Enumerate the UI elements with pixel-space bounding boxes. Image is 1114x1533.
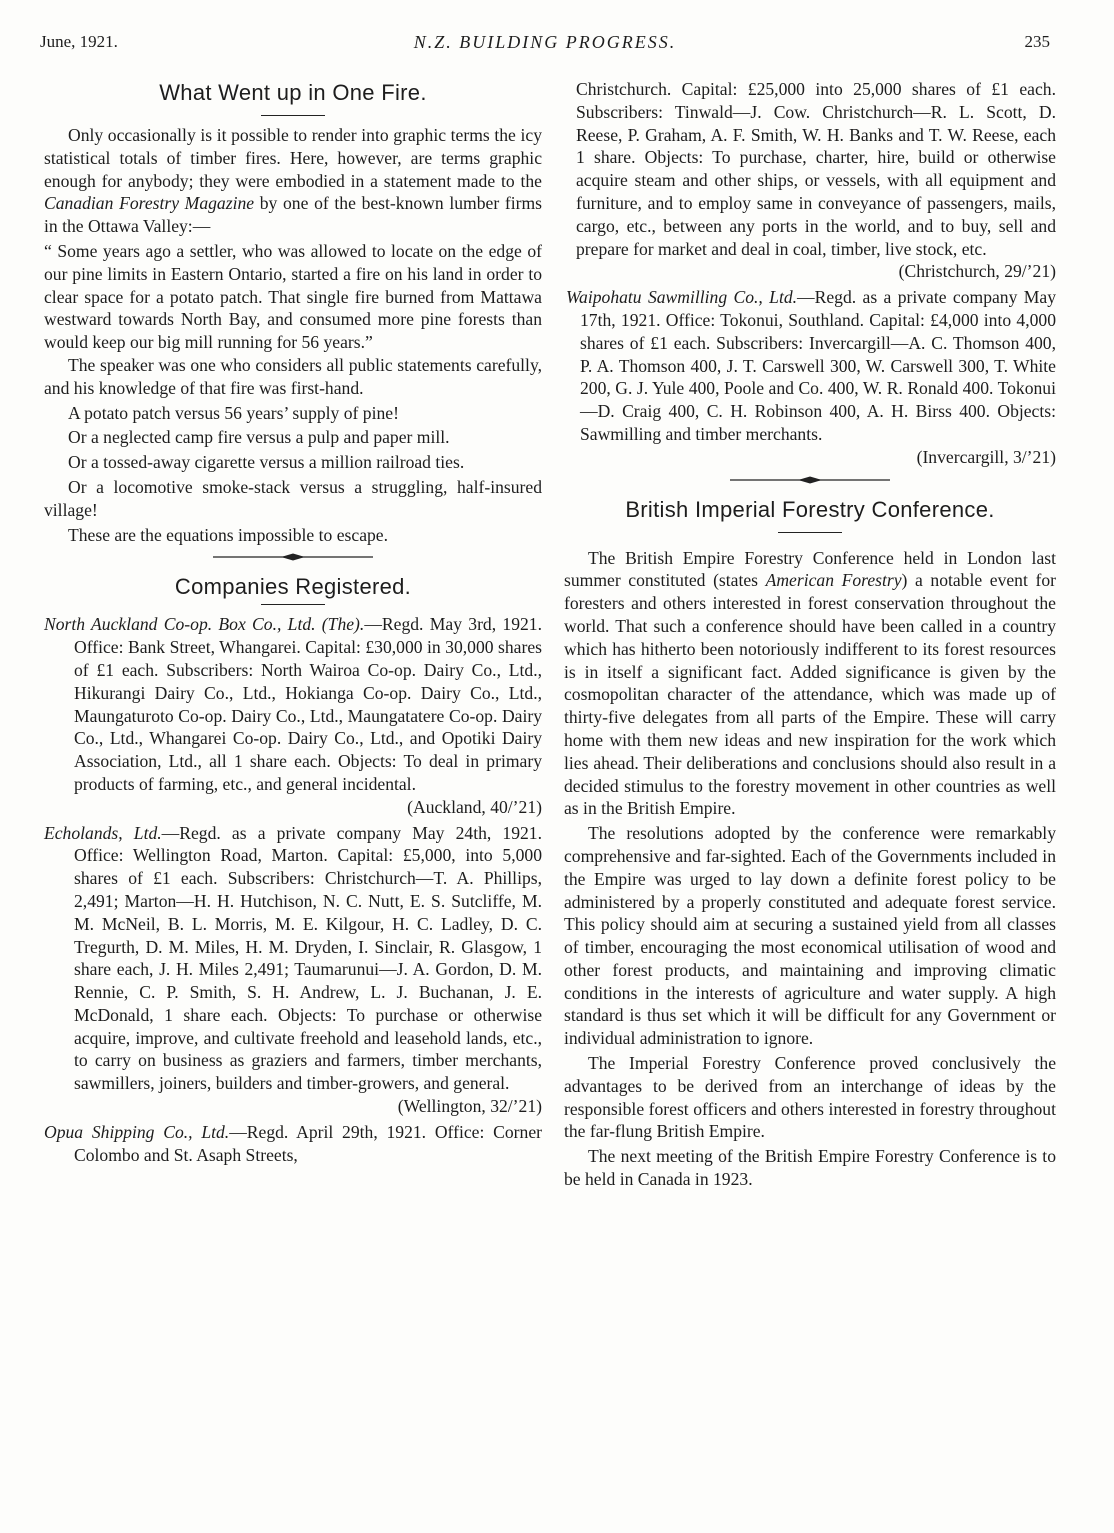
title-rule xyxy=(261,115,325,116)
title-rule xyxy=(778,532,842,533)
equation-line: Or a neglected camp fire versus a pulp and paper mill. xyxy=(68,427,450,448)
title-rule xyxy=(261,604,325,605)
fire-intro: Only occasionally is it possible to render into graphic terms the icy statistical totals of timber fires. Here, however, are terms graphic enough for anybody; they were embodied in a statement made to the Canadian Forestry Magazine by one of the best-known lumber firms in the Ottawa Valley:— xyxy=(44,125,542,237)
section-divider-ornament xyxy=(730,475,890,485)
equation-line: Or a locomotive smoke-stack versus a struggling, half-insured village! xyxy=(44,476,542,520)
fire-quote: “ Some years ago a settler, who was allowed to locate on the edge of our pine limits in Eastern Ontario, started a fire on his land in order to clear space for a potato patch. That single fire burned from Mattawa westward towards North Bay, and consumed more pine forests than would keep our big mill running for 56 years.” xyxy=(44,240,542,353)
left-column xyxy=(44,78,542,1169)
fire-speaker: The speaker was one who considers all public statements carefully, and his knowledge of that fire was first-hand. xyxy=(44,354,542,398)
registration-ref: (Auckland, 40/’21) xyxy=(407,796,542,817)
company-name: Waipohatu Sawmilling Co., Ltd. xyxy=(566,287,798,308)
companies-title: Companies Registered. xyxy=(174,574,412,600)
registration-ref: (Invercargill, 3/’21) xyxy=(916,446,1056,467)
magazine-name: Canadian Forestry Magazine xyxy=(44,193,255,214)
conference-paragraph: The resolutions adopted by the conference were remarkably comprehensive and far-sighted. Each of the Governments included in the Empire was urged to lay down a definite forest policy to be administered by a properly constituted and adequate forest service. This policy should aim at securing a sustained yield from all classes of timber, encouraging the most economical utilisation of wood and other forest products, and maintaining and improving climatic conditions in the interests of agriculture and water supply. A high standard is thus set which it will be difficult for any Government or individual administration to ignore. xyxy=(564,823,1056,1049)
right-column xyxy=(564,78,1056,1193)
company-entry-continued: Christchurch. Capital: £25,000 into 25,000 shares of £1 each. Subscribers: Tinwald—J. Cow. Christchurch—R. L. Scott, D. Reese, P. Graham, A. F. Smith, W. H. Banks and T. W. Reese, each 1 share. Objects: To purchase, charter, hire, build or otherwise acquire steam and other ships, or vessels, with all equipment and furniture, and to employ same in conveyance of passengers, mails, cargo, etc., between any ports in the world, and to buy, sell and prepare for market and deal in coal, timber, live stock, etc. (Christchurch, 29/’21) xyxy=(576,79,1056,282)
company-entry: Echolands, Ltd.—Regd. as a private company May 24th, 1921. Office: Wellington Road, Marton. Capital: £5,000, into 5,000 shares of £1 each. Subscribers: Christchurch—T. A. Phillips, 2,491; Marton—H. H. Hutchison, N. C. Nutt, E. S. Sutcliffe, M. M. McNeil, B. L. Morris, M. E. Kilgour, H. C. Ladley, D. C. Tregurth, D. M. Miles, H. M. Dryden, I. Sinclair, R. Glasgow, 1 share each, J. H. Miles 2,491; Taumarunui—J. A. Gordon, D. M. Rennie, C. P. Smith, S. H. Andrew, L. J. Buchanan, J. E. McDonald, 1 share each. Objects: To purchase or otherwise acquire, improve, and cultivate freehold and leasehold lands, etc., to carry on business as graziers and farmers, timber merchants, sawmillers, joiners, builders and timber-growers, and general. (Wellington, 32/’21) xyxy=(44,822,542,1117)
issue-date: June, 1921. xyxy=(40,32,118,51)
conference-title: British Imperial Forestry Conference. xyxy=(625,496,995,522)
registration-ref: (Christchurch, 29/’21) xyxy=(898,261,1056,282)
running-head xyxy=(40,32,1050,58)
fire-article-title: What Went up in One Fire. xyxy=(159,80,427,105)
page-number: 235 xyxy=(1024,32,1050,51)
equation-line: Or a tossed-away cigarette versus a million railroad ties. xyxy=(68,452,465,473)
equation-line: A potato patch versus 56 years’ supply of pine! xyxy=(68,402,399,423)
conference-paragraph: The Imperial Forestry Conference proved conclusively the advantages to be derived from an interchange of ideas by the responsible forest officers and others interested in forestry throughout the far-flung British Empire. xyxy=(564,1053,1056,1142)
conference-article xyxy=(564,495,1056,1191)
company-name: North Auckland Co-op. Box Co., Ltd. (The). xyxy=(44,614,365,635)
company-entry: Opua Shipping Co., Ltd.—Regd. April 29th, 1921. Office: Corner Colombo and St. Asaph Streets, xyxy=(44,1121,542,1165)
company-name: Opua Shipping Co., Ltd. xyxy=(44,1121,230,1142)
company-entry: North Auckland Co-op. Box Co., Ltd. (The).—Regd. May 3rd, 1921. Office: Bank Street, Whangarei. Capital: £30,000 in 30,000 shares of £1 each. Subscribers: North Wairoa Co-op. Dairy Co., Ltd., Hikurangi Dairy Co., Ltd., Hokianga Co-op. Dairy Co., Ltd., Maungaturoto Co-op. Dairy Co., Ltd., Maungatatere Co-op. Dairy Co., Ltd., Whangarei Co-op. Dairy Co., Ltd., and Opotiki Dairy Association, Ltd., all 1 share each. Objects: To deal in primary products of farming, etc., and general incidental. (Auckland, 40/’21) xyxy=(44,614,542,817)
company-name: Echolands, Ltd. xyxy=(44,822,162,843)
company-entry: Waipohatu Sawmilling Co., Ltd.—Regd. as a private company May 17th, 1921. Office: Tokonui, Southland. Capital: £4,000 into 4,000 shares of £1 each. Subscribers: Invercargill—A. C. Thomson 400, P. A. Thomson 400, J. T. Carswell 300, W. Carswell 300, T. White 200, G. J. Yule 400, Poole and Co. 400, W. R. Ronald 400. Tokonui—D. Craig 400, C. H. Robinson 400, A. H. Birss 400. Objects: Sawmilling and timber merchants. (Invercargill, 3/’21) xyxy=(566,287,1056,467)
fire-article xyxy=(44,78,542,546)
fire-closing: These are the equations impossible to escape. xyxy=(68,524,389,545)
journal-title: N.Z. BUILDING PROGRESS. xyxy=(413,32,677,52)
conference-paragraph: The British Empire Forestry Conference held in London last summer constituted (states American Forestry) a notable event for foresters and others interested in forest conservation throughout the world. That such a conference should have been called in a country which has hitherto been notoriously indifferent to its forest resources is in itself a significant fact. Added significance is given by the cosmopolitan character of the attendance, which was made up of thirty-five delegates from all parts of the Empire. These will carry home with them new ideas and new inspiration for the work which lies ahead. Their deliberations and conclusions should also result in a decided stimulus to the forestry movement in other countries as well as in the British Empire. xyxy=(564,547,1056,819)
conference-paragraph: The next meeting of the British Empire Forestry Conference is to be held in Canada in 1923. xyxy=(564,1146,1056,1190)
section-divider-ornament xyxy=(213,552,373,562)
magazine-name: American Forestry xyxy=(765,570,902,591)
registration-ref: (Wellington, 32/’21) xyxy=(397,1096,542,1117)
companies-section xyxy=(44,572,542,1166)
